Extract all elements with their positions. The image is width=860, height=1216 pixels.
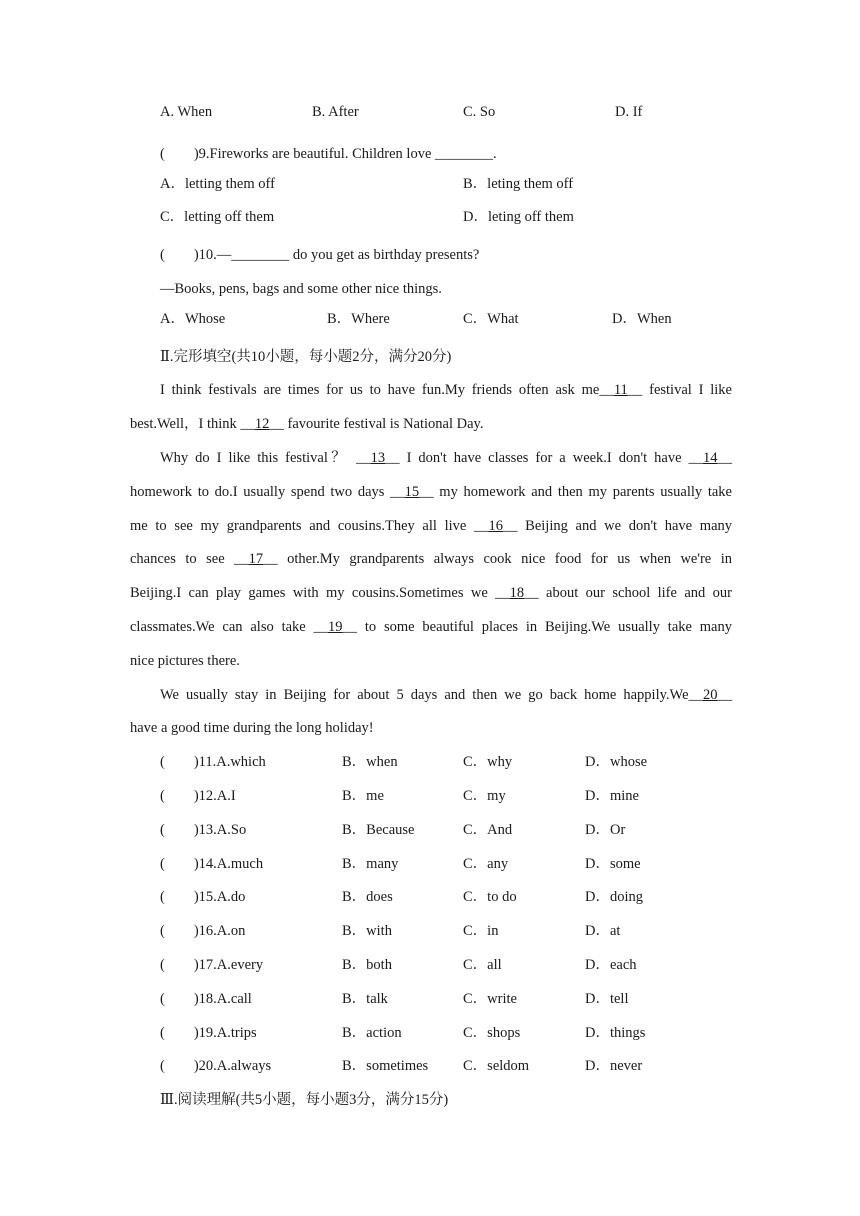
q10-options	[130, 307, 732, 341]
option-d: D．things	[585, 1024, 646, 1041]
option-c: C．write	[463, 990, 517, 1007]
passage-p3-line1: We usually stay in Beijing for about 5 days and then we go back home happily.We__20__	[160, 686, 732, 703]
option-c: C．why	[463, 754, 513, 771]
option-d: D．each	[585, 956, 637, 973]
option-c: C．all	[463, 956, 502, 973]
option-c: C．And	[463, 821, 513, 838]
q10-answer-line: —Books, pens, bags and some other nice things.	[160, 280, 442, 297]
question-stem: ( )17.A.every	[160, 956, 264, 973]
passage-p2-line3: me to see my grandparents and cousins.They all live __16__ Beijing and we don't have many	[130, 517, 733, 534]
cloze-question-row	[130, 983, 732, 1017]
option-d: D．tell	[585, 990, 629, 1007]
option-c: C．my	[463, 787, 506, 804]
option-b: B．talk	[342, 990, 388, 1007]
option-b: B．does	[342, 889, 393, 906]
option-b: B．Because	[342, 821, 415, 838]
q10-option-d: D．When	[612, 310, 672, 327]
option-d: D．at	[585, 923, 621, 940]
question-stem: ( )19.A.trips	[160, 1024, 257, 1041]
question-stem: ( )18.A.call	[160, 990, 252, 1007]
passage-p1-line2: best.Well，I think __12__ favourite festival is National Day.	[130, 416, 484, 433]
option-d: D．whose	[585, 754, 648, 771]
q9-option-a: A．letting them off	[160, 175, 275, 192]
q8-option-c: C. So	[463, 104, 496, 120]
option-b: B．me	[342, 787, 384, 804]
cloze-question-row	[130, 915, 732, 949]
cloze-question-row	[130, 780, 732, 814]
exam-page	[130, 104, 732, 1118]
question-stem: ( )12.A.I	[160, 787, 236, 804]
q9-options-row2	[130, 205, 732, 239]
option-c: C．to do	[463, 889, 517, 906]
q9-options-row1	[130, 172, 732, 206]
option-d: D．mine	[585, 787, 639, 804]
cloze-question-row	[130, 1017, 732, 1051]
q9-option-d: D．leting off them	[463, 209, 574, 226]
cloze-question-row	[130, 848, 732, 882]
q10-option-b: B．Where	[327, 310, 390, 327]
option-b: B．action	[342, 1024, 402, 1041]
passage-p3-line2: have a good time during the long holiday!	[130, 720, 374, 737]
passage-p2-line1: Why do I like this festival？ __13__ I don't have classes for a week.I don't have __14__	[160, 449, 732, 466]
q10-option-c: C．What	[463, 310, 519, 327]
option-b: B．sometimes	[342, 1058, 429, 1075]
passage-p2-line6: classmates.We can also take __19__ to some beautiful places in Beijing.We usually take many	[130, 618, 732, 635]
q8-option-b: B. After	[312, 104, 359, 120]
option-d: D．never	[585, 1058, 643, 1075]
question-stem: ( )14.A.much	[160, 855, 264, 872]
option-d: D．some	[585, 855, 641, 872]
question-stem: ( )20.A.always	[160, 1058, 272, 1075]
passage-p2-line5: Beijing.I can play games with my cousins.Sometimes we __18__ about our school life and our	[130, 585, 732, 602]
q8-option-a: A. When	[160, 104, 213, 120]
option-b: B．many	[342, 855, 399, 872]
cloze-question-row	[130, 1050, 732, 1084]
option-d: D．doing	[585, 889, 643, 906]
passage-p1-line1: I think festivals are times for us to have fun.My friends often ask me__11__ festival I like	[160, 382, 732, 399]
cloze-question-row	[130, 881, 732, 915]
q9-stem: ( )9.Fireworks are beautiful. Children love ________.	[160, 145, 497, 162]
option-d: D．Or	[585, 821, 626, 838]
option-c: C．any	[463, 855, 509, 872]
option-b: B．with	[342, 923, 392, 940]
q10-option-a: A．Whose	[160, 310, 226, 327]
option-c: C．in	[463, 923, 499, 940]
passage-p2-line2: homework to do.I usually spend two days __15__ my homework and then my parents usually take	[130, 483, 732, 500]
section3-title: Ⅲ.阅读理解(共5小题，每小题3分，满分15分)	[160, 1092, 449, 1109]
question-stem: ( )16.A.on	[160, 923, 246, 940]
question-stem: ( )13.A.So	[160, 821, 247, 838]
q8-options	[130, 104, 732, 138]
passage-p2-line7: nice pictures there.	[130, 652, 240, 669]
q8-option-d: D. If	[615, 104, 643, 120]
cloze-question-row	[130, 814, 732, 848]
q10-stem: ( )10.—________ do you get as birthday presents?	[160, 247, 480, 264]
option-c: C．shops	[463, 1024, 521, 1041]
cloze-question-row	[130, 949, 732, 983]
q9-option-b: B．leting them off	[463, 175, 574, 192]
option-b: B．when	[342, 754, 398, 771]
cloze-question-list	[130, 746, 732, 1084]
option-c: C．seldom	[463, 1058, 530, 1075]
question-stem: ( )15.A.do	[160, 889, 246, 906]
section2-title: Ⅱ.完形填空(共10小题，每小题2分，满分20分)	[160, 348, 452, 365]
cloze-question-row	[130, 746, 732, 780]
question-stem: ( )11.A.which	[160, 754, 266, 771]
option-b: B．both	[342, 956, 392, 973]
q9-option-c: C．letting off them	[160, 209, 275, 226]
passage-p2-line4: chances to see __17__ other.My grandparents always cook nice food for us when we're in	[130, 551, 732, 568]
